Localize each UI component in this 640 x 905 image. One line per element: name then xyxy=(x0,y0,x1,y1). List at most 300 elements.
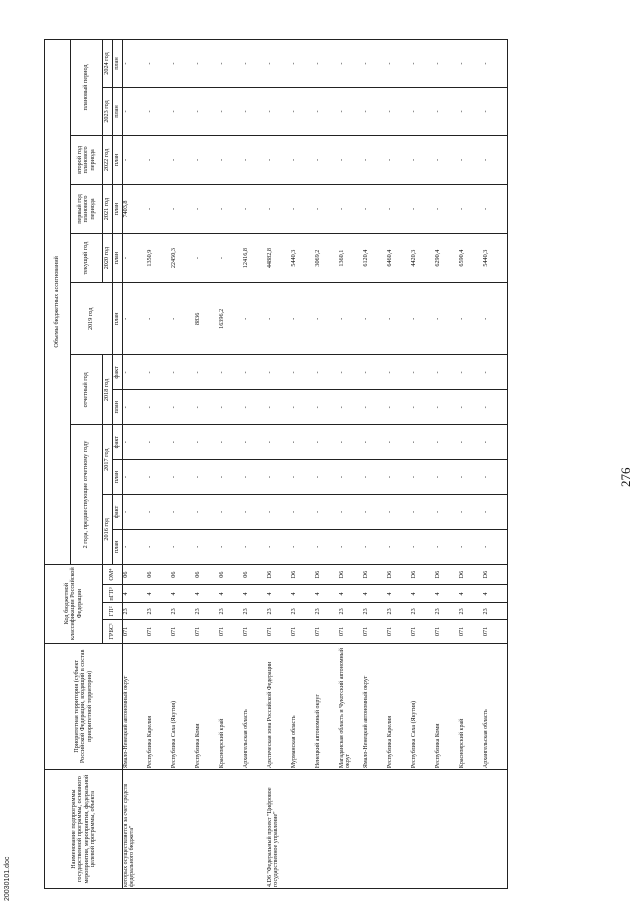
row-value: - xyxy=(387,40,411,88)
header-om: ОМ⁴ xyxy=(103,564,123,585)
row-value: - xyxy=(387,184,411,233)
row-value: - xyxy=(363,283,387,355)
row-value: - xyxy=(219,425,243,460)
row-value: - xyxy=(291,355,315,390)
row-value: - xyxy=(435,184,459,233)
header-volumes: Объемы бюджетных ассигнований xyxy=(45,40,71,565)
row-value: - xyxy=(291,390,315,425)
row-gp: 23 xyxy=(267,603,291,620)
row-value: - xyxy=(147,283,171,355)
row-value: - xyxy=(411,184,435,233)
header-2016: 2016 год xyxy=(103,495,113,565)
row-value: - xyxy=(267,88,291,136)
header-plan: план xyxy=(113,135,123,184)
row-value: - xyxy=(291,184,315,233)
row-territory: Мурманская область xyxy=(291,643,315,770)
row-value: - xyxy=(363,495,387,530)
row-value: 6290,4 xyxy=(435,234,459,283)
row-om: D6 xyxy=(339,564,363,585)
row-value: - xyxy=(195,135,219,184)
row-value: - xyxy=(171,135,195,184)
header-2024: 2024 год xyxy=(103,40,113,88)
row-value: - xyxy=(147,135,171,184)
row-value: - xyxy=(483,390,508,425)
row-value: - xyxy=(339,184,363,233)
row-value: 22450,3 xyxy=(171,234,195,283)
header-2021: 2021 год xyxy=(103,184,113,233)
row-value: - xyxy=(171,529,195,564)
header-2019: 2019 год xyxy=(71,283,113,355)
row-value: - xyxy=(267,184,291,233)
row-value: - xyxy=(243,495,267,530)
budget-table xyxy=(44,39,508,889)
table-row xyxy=(483,40,508,889)
row-pgp: 4 xyxy=(387,585,411,603)
row-value: - xyxy=(363,529,387,564)
row-grbs: 071 xyxy=(363,620,387,643)
row-pgp: 4 xyxy=(195,585,219,603)
row-name xyxy=(435,770,459,889)
row-territory: Республика Карелия xyxy=(387,643,411,770)
row-value: - xyxy=(483,529,508,564)
row-value: - xyxy=(147,460,171,495)
row-gp: 23 xyxy=(459,603,483,620)
page-number: 276 xyxy=(618,467,633,487)
row-value: - xyxy=(435,88,459,136)
row-gp: 23 xyxy=(195,603,219,620)
header-plan-period: плановый период xyxy=(71,40,103,136)
row-value: - xyxy=(291,40,315,88)
row-value: - xyxy=(459,425,483,460)
row-om: 06 xyxy=(123,564,148,585)
row-grbs: 071 xyxy=(243,620,267,643)
row-value: 12416,8 xyxy=(243,234,267,283)
row-value: - xyxy=(195,234,219,283)
row-value: 8836 xyxy=(195,283,219,355)
row-value: - xyxy=(219,234,243,283)
row-pgp: 4 xyxy=(171,585,195,603)
row-value: - xyxy=(243,390,267,425)
row-value: - xyxy=(243,425,267,460)
row-pgp: 4 xyxy=(219,585,243,603)
row-value: - xyxy=(315,425,339,460)
row-value: - xyxy=(195,184,219,233)
row-value: - xyxy=(315,283,339,355)
row-value: - xyxy=(123,355,148,390)
row-om: 06 xyxy=(147,564,171,585)
header-pgp: пГП³ xyxy=(103,585,123,603)
row-name xyxy=(171,770,195,889)
row-value: - xyxy=(339,40,363,88)
row-value: - xyxy=(219,495,243,530)
row-value: - xyxy=(315,390,339,425)
row-value: - xyxy=(291,88,315,136)
row-value: - xyxy=(363,184,387,233)
row-gp: 23 xyxy=(363,603,387,620)
row-value: - xyxy=(219,88,243,136)
row-value: - xyxy=(411,425,435,460)
table-row xyxy=(315,40,339,889)
row-pgp: 4 xyxy=(459,585,483,603)
row-value: - xyxy=(387,425,411,460)
row-value: - xyxy=(339,88,363,136)
row-territory: Архангельская область xyxy=(243,643,267,770)
table-row xyxy=(363,40,387,889)
row-value: - xyxy=(363,355,387,390)
row-grbs: 071 xyxy=(459,620,483,643)
row-name: которых осуществляется за счет средств федерального бюджета" xyxy=(123,770,148,889)
row-value: - xyxy=(435,460,459,495)
header-first-plan-year: первый год планового периода xyxy=(71,184,103,233)
header-gp: ГП² xyxy=(103,603,123,620)
row-gp: 23 xyxy=(123,603,148,620)
row-value: - xyxy=(123,460,148,495)
row-value: - xyxy=(267,40,291,88)
table-row xyxy=(411,40,435,889)
row-pgp: 4 xyxy=(339,585,363,603)
row-value: - xyxy=(171,495,195,530)
row-value: 5440,3 xyxy=(483,234,508,283)
table-body xyxy=(123,40,508,889)
row-value: - xyxy=(387,283,411,355)
header-plan: план xyxy=(113,283,123,355)
row-value: - xyxy=(459,135,483,184)
row-value: - xyxy=(363,88,387,136)
row-value: - xyxy=(339,355,363,390)
header-plan: план xyxy=(113,390,123,425)
row-value: - xyxy=(339,460,363,495)
row-name xyxy=(195,770,219,889)
row-value: 6460,4 xyxy=(387,234,411,283)
row-om: D6 xyxy=(315,564,339,585)
row-value: - xyxy=(171,425,195,460)
row-territory: Архангельская область xyxy=(483,643,508,770)
row-value: - xyxy=(387,390,411,425)
row-value: 6590,4 xyxy=(459,234,483,283)
row-value: - xyxy=(411,40,435,88)
row-value: - xyxy=(483,355,508,390)
table-row xyxy=(459,40,483,889)
table-row xyxy=(243,40,267,889)
row-name xyxy=(459,770,483,889)
row-territory: Республика Коми xyxy=(195,643,219,770)
row-value: - xyxy=(243,40,267,88)
header-plan: план xyxy=(113,184,123,233)
header-fact: факт xyxy=(113,425,123,460)
row-value: - xyxy=(147,184,171,233)
row-value: - xyxy=(459,495,483,530)
row-value: - xyxy=(243,135,267,184)
row-value: - xyxy=(435,425,459,460)
row-gp: 23 xyxy=(387,603,411,620)
row-value: - xyxy=(123,40,148,88)
row-om: D6 xyxy=(411,564,435,585)
row-value: - xyxy=(411,135,435,184)
row-value: - xyxy=(171,40,195,88)
row-territory: Республика Саха (Якутия) xyxy=(171,643,195,770)
row-value: - xyxy=(291,283,315,355)
row-territory: Ямало-Ненецкий автономный округ xyxy=(123,643,148,770)
row-value: - xyxy=(315,184,339,233)
row-name xyxy=(147,770,171,889)
row-gp: 23 xyxy=(243,603,267,620)
row-pgp: 4 xyxy=(267,585,291,603)
row-territory: Республика Коми xyxy=(435,643,459,770)
row-value: - xyxy=(267,135,291,184)
row-om: D6 xyxy=(459,564,483,585)
row-value: - xyxy=(123,88,148,136)
row-gp: 23 xyxy=(315,603,339,620)
row-value: - xyxy=(411,390,435,425)
row-value: - xyxy=(267,460,291,495)
row-value: - xyxy=(267,425,291,460)
table-row xyxy=(195,40,219,889)
row-grbs: 071 xyxy=(291,620,315,643)
row-territory: Республика Карелия xyxy=(147,643,171,770)
row-value: - xyxy=(411,283,435,355)
row-name xyxy=(243,770,267,889)
row-territory: Ненецкий автономный округ xyxy=(315,643,339,770)
row-name xyxy=(411,770,435,889)
row-value: - xyxy=(219,529,243,564)
row-value: - xyxy=(339,495,363,530)
row-value: - xyxy=(147,529,171,564)
row-value: - xyxy=(363,40,387,88)
row-value: - xyxy=(243,88,267,136)
row-grbs: 071 xyxy=(267,620,291,643)
row-value: - xyxy=(459,390,483,425)
row-value: - xyxy=(123,529,148,564)
row-value: - xyxy=(387,355,411,390)
row-value: - xyxy=(243,529,267,564)
row-value: - xyxy=(195,390,219,425)
row-value: - xyxy=(267,390,291,425)
row-grbs: 071 xyxy=(411,620,435,643)
row-value: - xyxy=(435,495,459,530)
row-om: 06 xyxy=(243,564,267,585)
table-row xyxy=(387,40,411,889)
row-value: 16396,2 xyxy=(219,283,243,355)
row-territory: Республика Саха (Якутия) xyxy=(411,643,435,770)
row-om: 06 xyxy=(219,564,243,585)
row-value: - xyxy=(315,40,339,88)
row-value: - xyxy=(291,135,315,184)
row-value: - xyxy=(219,460,243,495)
row-pgp: 4 xyxy=(315,585,339,603)
row-pgp: 4 xyxy=(123,585,148,603)
row-name xyxy=(387,770,411,889)
row-value: - xyxy=(291,495,315,530)
row-value: - xyxy=(243,355,267,390)
row-value: - xyxy=(339,529,363,564)
row-territory: Арктическая зона Российской Федерации xyxy=(267,643,291,770)
row-value: - xyxy=(339,425,363,460)
row-value: - xyxy=(483,460,508,495)
table-row xyxy=(435,40,459,889)
row-value: - xyxy=(123,425,148,460)
header-second-plan-year: второй год планового периода xyxy=(71,135,103,184)
row-grbs: 071 xyxy=(339,620,363,643)
row-value: - xyxy=(291,460,315,495)
row-om: D6 xyxy=(291,564,315,585)
row-om: D6 xyxy=(435,564,459,585)
row-gp: 23 xyxy=(219,603,243,620)
row-pgp: 4 xyxy=(147,585,171,603)
table-row xyxy=(171,40,195,889)
row-value: - xyxy=(171,390,195,425)
row-value: - xyxy=(147,390,171,425)
row-value: - xyxy=(147,425,171,460)
row-om: D6 xyxy=(363,564,387,585)
row-value: - xyxy=(219,390,243,425)
row-value: 1350,9 xyxy=(147,234,171,283)
row-om: D6 xyxy=(483,564,508,585)
row-value: - xyxy=(459,88,483,136)
row-pgp: 4 xyxy=(411,585,435,603)
row-value: - xyxy=(219,184,243,233)
row-value: - xyxy=(387,460,411,495)
row-grbs: 071 xyxy=(387,620,411,643)
row-value: - xyxy=(123,234,148,283)
row-value: 7403,8 xyxy=(123,184,148,233)
table-row xyxy=(219,40,243,889)
row-value: 44882,8 xyxy=(267,234,291,283)
row-gp: 23 xyxy=(339,603,363,620)
row-value: - xyxy=(195,88,219,136)
row-value: - xyxy=(147,88,171,136)
header-territory: Приоритетная территория (субъект Российской Федерации, входящий в состав приоритетной территории) xyxy=(45,643,123,770)
header-code: Код бюджетной классификации Российской Федерации xyxy=(45,564,103,643)
row-gp: 23 xyxy=(291,603,315,620)
row-value: - xyxy=(147,40,171,88)
row-territory: Красноярский край xyxy=(219,643,243,770)
row-gp: 23 xyxy=(435,603,459,620)
row-value: - xyxy=(243,460,267,495)
row-value: - xyxy=(291,529,315,564)
row-name xyxy=(363,770,387,889)
row-value: - xyxy=(387,529,411,564)
row-value: - xyxy=(315,135,339,184)
row-value: - xyxy=(435,40,459,88)
row-om: 06 xyxy=(195,564,219,585)
row-grbs: 071 xyxy=(123,620,148,643)
header-plan: план xyxy=(113,234,123,283)
row-value: - xyxy=(147,495,171,530)
row-value: - xyxy=(363,460,387,495)
row-name xyxy=(291,770,315,889)
row-value: - xyxy=(435,529,459,564)
row-value: - xyxy=(315,88,339,136)
row-value: 4420,3 xyxy=(411,234,435,283)
row-value: - xyxy=(123,283,148,355)
row-value: 5440,3 xyxy=(291,234,315,283)
row-value: 1360,1 xyxy=(339,234,363,283)
row-om: 06 xyxy=(171,564,195,585)
row-value: - xyxy=(315,355,339,390)
row-value: - xyxy=(315,529,339,564)
row-value: - xyxy=(339,283,363,355)
row-value: - xyxy=(267,283,291,355)
row-pgp: 4 xyxy=(435,585,459,603)
header-plan: план xyxy=(113,40,123,88)
header-two-years: 2 года, предшествующие отчетному году xyxy=(71,425,103,565)
header-2020: 2020 год xyxy=(103,234,113,283)
row-om: D6 xyxy=(387,564,411,585)
row-value: - xyxy=(195,460,219,495)
row-value: - xyxy=(411,529,435,564)
row-grbs: 071 xyxy=(147,620,171,643)
row-value: - xyxy=(483,88,508,136)
row-name xyxy=(219,770,243,889)
row-value: - xyxy=(411,460,435,495)
header-fact: факт xyxy=(113,355,123,390)
row-value: 3069,2 xyxy=(315,234,339,283)
header-2022: 2022 год xyxy=(103,135,113,184)
row-value: - xyxy=(267,495,291,530)
row-value: - xyxy=(267,529,291,564)
row-value: - xyxy=(435,355,459,390)
row-name xyxy=(315,770,339,889)
row-value: - xyxy=(195,529,219,564)
header-plan: план xyxy=(113,88,123,136)
row-value: - xyxy=(315,460,339,495)
row-value: - xyxy=(219,135,243,184)
row-value: - xyxy=(483,184,508,233)
row-value: - xyxy=(363,135,387,184)
row-value: - xyxy=(123,390,148,425)
row-territory: Магаданская область и Чукотский автономный округ xyxy=(339,643,363,770)
row-gp: 23 xyxy=(171,603,195,620)
row-om: D6 xyxy=(267,564,291,585)
row-value: - xyxy=(459,529,483,564)
row-grbs: 071 xyxy=(435,620,459,643)
row-value: - xyxy=(123,135,148,184)
row-value: - xyxy=(243,184,267,233)
row-value: - xyxy=(387,88,411,136)
row-value: - xyxy=(435,390,459,425)
row-value: - xyxy=(195,495,219,530)
row-grbs: 071 xyxy=(483,620,508,643)
row-pgp: 4 xyxy=(483,585,508,603)
row-value: - xyxy=(483,283,508,355)
row-value: - xyxy=(363,425,387,460)
row-value: - xyxy=(387,495,411,530)
row-value: - xyxy=(171,184,195,233)
row-value: - xyxy=(411,88,435,136)
row-value: - xyxy=(195,355,219,390)
row-value: - xyxy=(339,135,363,184)
row-value: - xyxy=(243,283,267,355)
row-value: - xyxy=(195,40,219,88)
row-pgp: 4 xyxy=(363,585,387,603)
header-2023: 2023 год xyxy=(103,88,113,136)
row-value: - xyxy=(171,355,195,390)
row-grbs: 071 xyxy=(195,620,219,643)
row-pgp: 4 xyxy=(243,585,267,603)
row-pgp: 4 xyxy=(291,585,315,603)
row-value: - xyxy=(459,460,483,495)
table-row xyxy=(339,40,363,889)
row-name xyxy=(339,770,363,889)
row-value: - xyxy=(459,283,483,355)
header-current-year: текущий год xyxy=(71,234,103,283)
row-value: - xyxy=(171,88,195,136)
row-value: - xyxy=(339,390,363,425)
header-reporting-year: отчетный год xyxy=(71,355,103,425)
row-value: - xyxy=(387,135,411,184)
table-row xyxy=(123,40,148,889)
document-filename: 20030101.doc xyxy=(4,856,11,901)
